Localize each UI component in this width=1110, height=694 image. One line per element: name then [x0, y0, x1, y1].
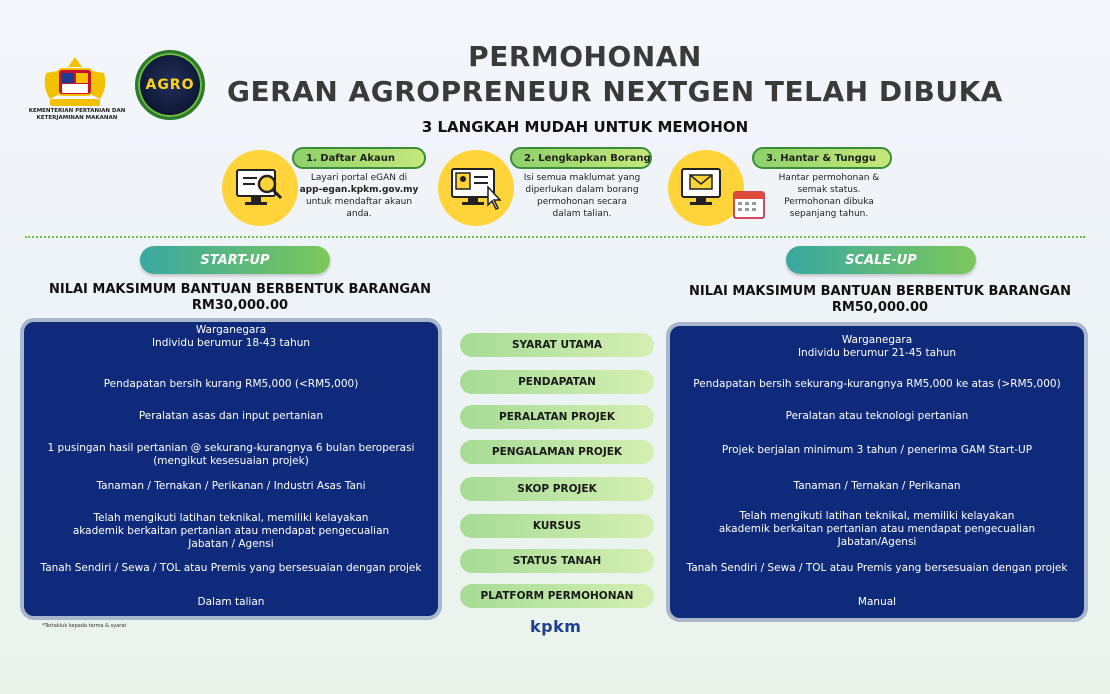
- scaleup-row-syarat: Warganegara Individu berumur 21-45 tahun: [797, 334, 957, 359]
- criteria-kursus: KURSUS: [460, 514, 654, 538]
- page-title-line1: PERMOHONAN: [468, 40, 702, 73]
- page-subtitle: 3 LANGKAH MUDAH UNTUK MEMOHON: [421, 118, 749, 136]
- scaleup-badge: SCALE-UP: [786, 246, 976, 274]
- scaleup-row-pendapatan: Pendapatan bersih sekurang-kurangnya RM5,000 ke atas (>RM5,000): [693, 378, 1061, 390]
- magnifier-monitor-icon: [235, 166, 285, 210]
- scaleup-row-pengalaman: Projek berjalan minimum 3 tahun / penerima GAM Start-UP: [721, 444, 1033, 456]
- scaleup-row-peralatan: Peralatan atau teknologi pertanian: [785, 410, 969, 422]
- page-title-line2: GERAN AGROPRENEUR NEXTGEN TELAH DIBUKA: [227, 75, 1003, 108]
- startup-row-kursus: Telah mengikuti latihan teknikal, memiliki kelayakan akademik berkaitan pertanian atau mendapat pengecualian Jabatan / Agensi: [72, 512, 390, 550]
- criteria-platform-permohonan: PLATFORM PERMOHONAN: [460, 584, 654, 608]
- criteria-skop-projek: SKOP PROJEK: [460, 477, 654, 501]
- startup-row-syarat: Warganegara Individu berumur 18-43 tahun: [151, 324, 311, 349]
- startup-row-pengalaman: 1 pusingan hasil pertanian @ sekurang-kurangnya 6 bulan beroperasi (mengikut kesesuaian projek): [47, 442, 415, 467]
- scaleup-row-skop: Tanaman / Ternakan / Perikanan: [793, 480, 961, 492]
- criteria-pendapatan: PENDAPATAN: [460, 370, 654, 394]
- section-divider: [25, 236, 1085, 238]
- startup-row-platform: Dalam talian: [197, 596, 265, 608]
- scaleup-row-platform: Manual: [857, 596, 897, 608]
- startup-row-pendapatan: Pendapatan bersih kurang RM5,000 (<RM5,000): [103, 378, 359, 390]
- kpkm-logo: kpkm: [530, 617, 582, 636]
- ministry-caption: KEMENTERIAN PERTANIAN DAN KETERJAMINAN MAKANAN: [28, 108, 126, 121]
- startup-heading: NILAI MAKSIMUM BANTUAN BERBENTUK BARANGAN RM30,000.00: [48, 282, 431, 313]
- footnote: *Tertakluk kepada terma & syarat: [42, 623, 127, 629]
- startup-row-skop: Tanaman / Ternakan / Perikanan / Industri Asas Tani: [96, 480, 366, 492]
- criteria-syarat-utama: SYARAT UTAMA: [460, 333, 654, 357]
- startup-panel: [20, 318, 442, 620]
- agro-logo-text: AGRO: [145, 77, 195, 93]
- scaleup-heading: NILAI MAKSIMUM BANTUAN BERBENTUK BARANGAN RM50,000.00: [688, 284, 1071, 315]
- step1-circle: [222, 150, 298, 226]
- step1-description: Layari portal eGAN di app-egan.kpkm.gov.my untuk mendaftar akaun anda.: [299, 173, 419, 219]
- scaleup-row-tanah: Tanah Sendiri / Sewa / TOL atau Premis yang bersesuaian dengan projek: [686, 562, 1068, 574]
- email-calendar-icon: [680, 165, 732, 211]
- profile-form-icon: [450, 165, 502, 211]
- step3-description: Hantar permohonan & semak status. Permohonan dibuka sepanjang tahun.: [778, 173, 880, 219]
- criteria-peralatan-projek: PERALATAN PROJEK: [460, 405, 654, 429]
- step2-circle: [438, 150, 514, 226]
- scaleup-panel: [666, 322, 1088, 622]
- calendar-icon: [732, 188, 768, 220]
- startup-row-tanah: Tanah Sendiri / Sewa / TOL atau Premis yang bersesuaian dengan projek: [40, 562, 422, 574]
- startup-badge: START-UP: [140, 246, 330, 274]
- criteria-status-tanah: STATUS TANAH: [460, 549, 654, 573]
- step2-label: 2. Lengkapkan Borang: [510, 147, 652, 169]
- criteria-pengalaman-projek: PENGALAMAN PROJEK: [460, 440, 654, 464]
- step2-description: Isi semua maklumat yang diperlukan dalam borang permohonan secara dalam talian.: [523, 173, 641, 219]
- startup-row-peralatan: Peralatan asas dan input pertanian: [138, 410, 324, 422]
- step3-label: 3. Hantar & Tunggu: [752, 147, 892, 169]
- scaleup-row-kursus: Telah mengikuti latihan teknikal, memiliki kelayakan akademik berkaitan pertanian atau mendapat pengecualian Jabatan/Agensi: [718, 510, 1036, 548]
- step1-label: 1. Daftar Akaun: [292, 147, 426, 169]
